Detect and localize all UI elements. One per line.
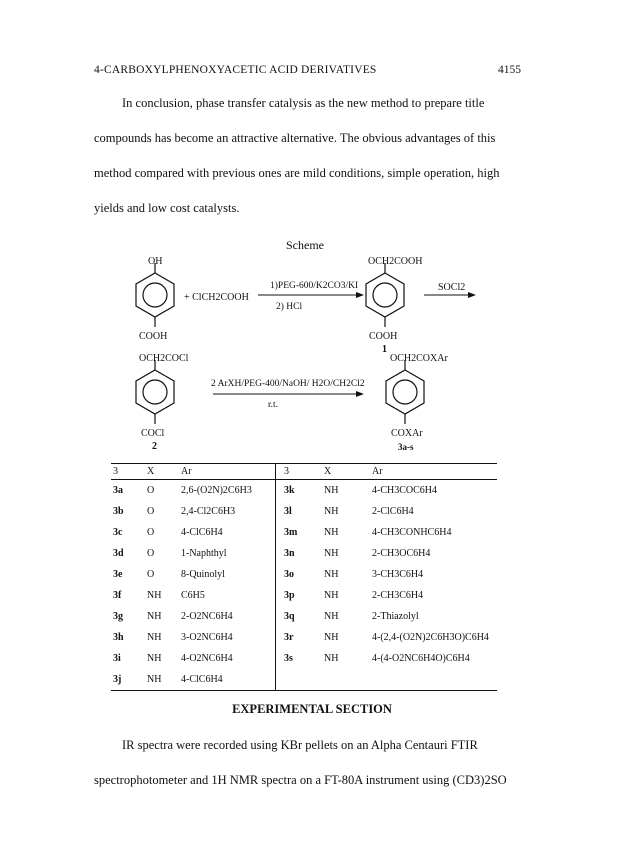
product-3-coxar: COXAr	[391, 428, 423, 439]
table-cell: 2,6-(O2N)2C6H3	[179, 480, 276, 502]
text-line: spectrophotometer and 1H NMR spectra on a FT-80A instrument using (CD3)2SO	[94, 773, 507, 787]
scheme-title: Scheme	[286, 238, 324, 252]
table-cell: NH	[324, 653, 339, 664]
column-header: 3	[276, 464, 323, 480]
product-1-label: 1	[382, 344, 387, 355]
section-heading: EXPERIMENTAL SECTION	[232, 702, 392, 716]
running-header: 4-CARBOXYLPHENOXYACETIC ACID DERIVATIVES	[94, 64, 377, 76]
compound-2-cocl: COCl	[141, 428, 165, 439]
conditions-step1a: 1)PEG-600/K2CO3/KI	[270, 281, 359, 291]
text-line: method compared with previous ones are mild conditions, simple operation, high	[94, 166, 500, 180]
table-row	[111, 627, 497, 648]
table-cell: NH	[324, 632, 339, 643]
table-cell: 3k	[284, 485, 295, 496]
table-cell	[322, 669, 370, 691]
table-cell: NH	[324, 485, 339, 496]
table-cell: 3-O2NC6H4	[179, 627, 276, 648]
table-cell: 3c	[113, 527, 123, 538]
column-header: X	[322, 464, 370, 480]
reaction-arrow-socl2-head	[468, 292, 476, 298]
compound-2-benzene-ring	[136, 360, 174, 424]
table-cell: NH	[324, 569, 339, 580]
reaction-arrow-2-head	[356, 391, 364, 397]
table-cell: O	[147, 569, 155, 580]
table-row	[111, 606, 497, 627]
table-cell: NH	[147, 632, 162, 643]
table-cell: 3h	[113, 632, 124, 643]
table-cell: NH	[324, 527, 339, 538]
text-line: yields and low cost catalysts.	[94, 201, 240, 215]
table-cell: 4-(2,4-(O2N)2C6H3O)C6H4	[372, 632, 489, 643]
table-cell: NH	[324, 611, 339, 622]
table-cell: NH	[145, 669, 179, 691]
compound-2-label: 2	[152, 441, 157, 452]
table-cell: 3s	[284, 653, 293, 664]
reagent-chloroacetic: + ClCH2COOH	[184, 292, 249, 303]
table-cell: 3-CH3C6H4	[372, 569, 424, 580]
table-cell: O	[147, 506, 155, 517]
table-cell: 2-CH3OC6H4	[372, 548, 431, 559]
table-cell: 4-O2NC6H4	[179, 648, 276, 669]
table-cell: 3o	[284, 569, 294, 580]
table-cell: 3r	[284, 632, 294, 643]
table-cell: NH	[147, 590, 162, 601]
table-cell: 2-O2NC6H4	[179, 606, 276, 627]
table-cell: 3b	[113, 506, 124, 517]
table-cell: NH	[147, 653, 162, 664]
substituent-oh: OH	[148, 256, 163, 267]
text-line: compounds has become an attractive alternative. The obvious advantages of this	[94, 131, 496, 145]
table-cell: 2-CH3C6H4	[372, 590, 424, 601]
conditions-step2b: r.t.	[268, 400, 279, 410]
column-header: Ar	[179, 464, 276, 480]
table-row	[111, 501, 497, 522]
table-cell: 8-Quinolyl	[179, 564, 276, 585]
table-cell	[276, 669, 323, 691]
table-cell: 3j	[111, 669, 145, 691]
conditions-step2a: 2 ArXH/PEG-400/NaOH/ H2O/CH2Cl2	[211, 379, 365, 389]
product-3-substituent: OCH2COXAr	[390, 353, 448, 364]
table-cell: O	[147, 527, 155, 538]
table-cell: 4-(4-O2NC6H4O)C6H4	[372, 653, 470, 664]
table-cell: 4-CH3CONHC6H4	[372, 527, 452, 538]
reaction-scheme	[0, 255, 624, 465]
table-cell: 3e	[113, 569, 123, 580]
text-line: In conclusion, phase transfer catalysis as the new method to prepare title	[122, 96, 485, 110]
table-cell: O	[147, 485, 155, 496]
table-cell: 3n	[284, 548, 295, 559]
table-cell: NH	[147, 611, 162, 622]
table-cell: 2,4-Cl2C6H3	[179, 501, 276, 522]
experimental-paragraph	[94, 728, 534, 798]
substituent-cooh: COOH	[139, 331, 168, 342]
table-cell: 3a	[113, 485, 123, 496]
table-cell: 3f	[113, 590, 122, 601]
table-cell: 3m	[284, 527, 298, 538]
table-cell: 2-Thiazolyl	[372, 611, 419, 622]
conclusion-paragraph	[94, 86, 534, 226]
product-1-cooh: COOH	[369, 331, 398, 342]
table-cell: 3l	[284, 506, 292, 517]
column-header: 3	[111, 464, 145, 480]
table-cell: 3d	[113, 548, 124, 559]
table-cell: 3p	[284, 590, 295, 601]
product-3-label: 3a-s	[398, 442, 414, 452]
column-header: Ar	[370, 464, 497, 480]
table-cell: C6H5	[179, 585, 276, 606]
table-cell: 3i	[113, 653, 121, 664]
table-header-row	[111, 464, 497, 480]
table-row	[111, 543, 497, 564]
compounds-table	[111, 463, 497, 691]
table-cell: 3g	[113, 611, 123, 622]
table-row	[111, 648, 497, 669]
reagent-socl2: SOCl2	[438, 282, 466, 293]
table-cell: 4-CH3COC6H4	[372, 485, 438, 496]
table-cell: 3q	[284, 611, 295, 622]
conditions-step1b: 2) HCl	[276, 302, 303, 312]
table-cell: 4-ClC6H4	[179, 522, 276, 543]
column-header: X	[145, 464, 179, 480]
table-cell: O	[147, 548, 155, 559]
table-cell	[370, 669, 497, 691]
table-cell: NH	[324, 548, 339, 559]
table-cell: 2-ClC6H4	[372, 506, 414, 517]
table-row	[111, 522, 497, 543]
page-number: 4155	[498, 64, 521, 76]
table-row	[111, 585, 497, 606]
reaction-arrow-1-head	[356, 292, 364, 298]
table-cell: 1-Naphthyl	[179, 543, 276, 564]
compound-2-substituent: OCH2COCl	[139, 353, 189, 364]
table-row	[111, 669, 497, 691]
table-cell: NH	[324, 506, 339, 517]
product-1-substituent: OCH2COOH	[368, 256, 423, 267]
reactant-benzene-ring	[136, 263, 174, 327]
table-row	[111, 564, 497, 585]
table-cell: NH	[324, 590, 339, 601]
text-line: IR spectra were recorded using KBr pellets on an Alpha Centauri FTIR	[122, 738, 478, 752]
table-row	[111, 480, 497, 502]
product-1-benzene-ring	[366, 263, 404, 327]
table-cell: 4-ClC6H4	[179, 669, 276, 691]
product-3-benzene-ring	[386, 360, 424, 424]
